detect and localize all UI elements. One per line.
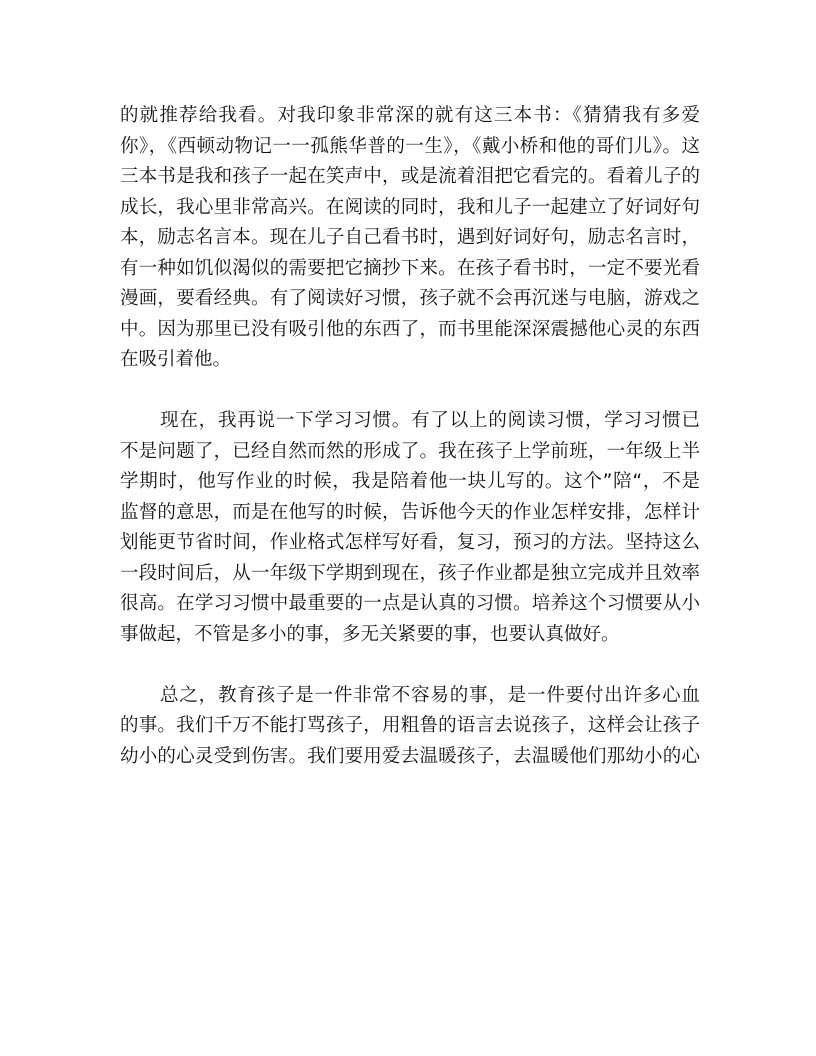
paragraph-1-line-9: 在吸引着他。	[120, 349, 232, 370]
paragraph-3-line-3: 幼小的心灵受到伤害。我们要用爱去温暖孩子，去温暖他们那幼小的心	[120, 745, 700, 767]
paragraph-1-line-3: 三本书是我和孩子一起在笑声中，或是流着泪把它看完的。看着儿子的	[120, 166, 700, 187]
paragraph-2-line-1: 现在，我再说一下学习习惯。有了以上的阅读习惯，学习习惯已	[160, 410, 700, 431]
paragraph-1-line-7: 漫画，要看经典。有了阅读好习惯，孩子就不会再沉迷与电脑，游戏之	[120, 288, 700, 309]
document-body	[120, 101, 700, 772]
paragraph-1-line-6: 有一种如饥似渴似的需要把它摘抄下来。在孩子看书时，一定不要光看	[120, 257, 700, 279]
paragraph-2-line-2: 不是问题了，已经自然而然的形成了。我在孩子上学前班，一年级上半	[120, 440, 700, 462]
paragraph-2-line-3: 学期时，他写作业的时候，我是陪着他一块儿写的。这个”陪“，不是	[120, 471, 700, 492]
paragraph-gap	[120, 376, 700, 407]
paragraph-2-line-8: 事做起，不管是多小的事，多无关紧要的事，也要认真做好。	[120, 623, 620, 645]
paragraph-2-line-7: 很高。在学习习惯中最重要的一点是认真的习惯。培养这个习惯要从小	[120, 593, 700, 614]
paragraph-1-line-2: 你》，《西顿动物记一一孤熊华普的一生》，《戴小桥和他的哥们儿》。这	[120, 135, 700, 157]
paragraph-gap	[120, 650, 700, 681]
paragraph-2-line-6: 一段时间后，从一年级下学期到现在，孩子作业都是独立完成并且效率	[120, 562, 700, 584]
paragraph-2-line-4: 监督的意思，而是在他写的时候，告诉他今天的作业怎样安排，怎样计	[120, 501, 700, 523]
paragraph-1-line-4: 成长，我心里非常高兴。在阅读的同时，我和儿子一起建立了好词好句	[120, 196, 700, 218]
paragraph-3-line-2: 的事。我们千万不能打骂孩子，用粗鲁的语言去说孩子，这样会让孩子	[120, 715, 700, 736]
paragraph-3-line-1: 总之，教育孩子是一件非常不容易的事，是一件要付出许多心血	[160, 684, 700, 706]
paragraph-1-line-1: 的就推荐给我看。对我印象非常深的就有这三本书：《猜猜我有多爱	[120, 105, 700, 126]
paragraph-1-line-8: 中。因为那里已没有吸引他的东西了，而书里能深深震撼他心灵的东西	[120, 318, 700, 340]
paragraph-2-line-5: 划能更节省时间，作业格式怎样写好看，复习，预习的方法。坚持这么	[120, 532, 700, 553]
paragraph-1-line-5: 本，励志名言本。现在儿子自己看书时，遇到好词好句，励志名言时，	[120, 227, 700, 248]
